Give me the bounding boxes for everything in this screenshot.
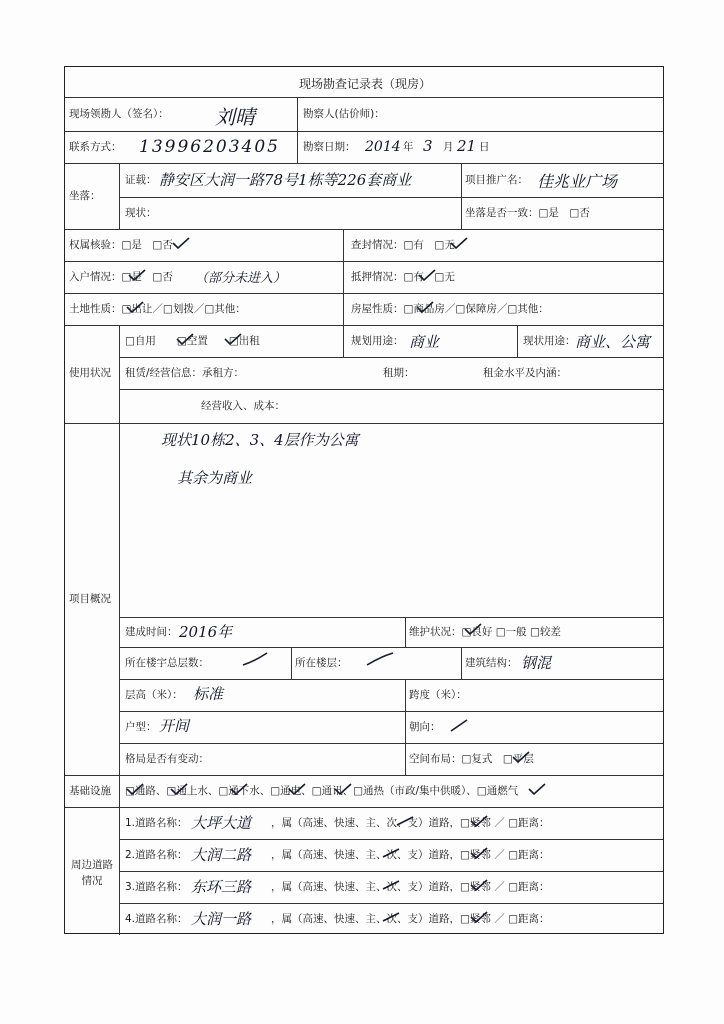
row-line (119, 711, 663, 712)
check-mark-icon (469, 815, 489, 827)
check-mark-icon (449, 237, 469, 249)
infrastructure-options: □通路、□通上水、□通下水、□通电、□通讯、□通热（市政/集中供暖）、□通燃气 (125, 785, 519, 797)
check-mark-icon (463, 623, 483, 635)
col-line (461, 163, 462, 229)
business-income-label: 经营收入、成本： (201, 400, 285, 412)
check-mark-icon (527, 783, 547, 795)
check-mark-icon (223, 333, 243, 345)
surrounding-roads-label: 周边道路情况 (71, 859, 113, 887)
project-name-value: 佳兆业广场 (537, 172, 618, 191)
lease-info-label: 租赁/经营信息：承租方： (125, 367, 245, 379)
built-time-label: 建成时间： (125, 626, 178, 638)
road-name-4-label: 4.道路名称： (125, 913, 188, 925)
overview-line-2: 其余为商业 (177, 469, 253, 487)
land-label: 土地性质：□出让／□划拨／□其他： (69, 303, 246, 315)
row-line (119, 743, 663, 744)
usage-status-label: 使用状况 (69, 367, 111, 379)
orientation-label: 朝向： (409, 721, 441, 733)
inspector-label: 勘察人(估价师)： (303, 108, 385, 120)
road-3-value: 东环三路 (191, 878, 252, 896)
row-line (65, 131, 663, 132)
col-line (343, 229, 344, 325)
actual-use-value: 商业、公寓 (575, 333, 651, 351)
col-line (291, 647, 292, 679)
road-type-mark-icon (381, 879, 401, 891)
location-label: 坐落： (69, 190, 101, 202)
spatial-layout-label: 空间布局：□复式 □平层 (409, 753, 534, 765)
maintenance-label: 维护状况：□良好 □一般 □较差 (409, 626, 561, 638)
house-label: 房屋性质：□商品房／□保障房／□其他： (351, 303, 549, 315)
structure-value: 钢混 (521, 654, 552, 672)
unit-type-label: 户型： (125, 721, 157, 733)
check-mark-icon (125, 301, 145, 313)
road-name-2-label: 2.道路名称： (125, 849, 188, 861)
check-mark-icon (287, 783, 307, 795)
infrastructure-label: 基础设施 (69, 785, 111, 797)
col-line (119, 775, 120, 807)
check-mark-icon (415, 301, 435, 313)
road-type-2: ，属（高速、快速、主、次、支）道路，□紧邻 ／ □距离： (271, 849, 550, 861)
road-name-3-label: 3.道路名称： (125, 881, 188, 893)
seizure-label: 查封情况：□有 □无 (351, 239, 455, 251)
slash-stroke-icon (365, 651, 395, 667)
row-line (65, 423, 663, 424)
actual-use-label: 现状用途： (523, 335, 576, 347)
col-line (517, 325, 518, 357)
unit-type-value: 开间 (159, 717, 190, 735)
day-label: 日 (479, 141, 490, 153)
col-line (119, 325, 120, 423)
row-line (119, 389, 663, 390)
structure-label: 建筑结构： (465, 657, 518, 669)
title-check-label: 权属核验：□是 □否 (69, 239, 173, 251)
span-label: 跨度（米）： (409, 689, 467, 701)
row-line (65, 293, 663, 294)
lead-inspector-label: 现场领勘人（签名）： (69, 108, 169, 120)
check-mark-icon (169, 783, 189, 795)
overview-line-1: 现状10栋2、3、4层作为公寓 (161, 431, 359, 449)
date-year: 2014 (365, 139, 401, 155)
row-line (119, 903, 663, 904)
row-line (119, 357, 663, 358)
road-type-mark-icon (395, 815, 415, 827)
row-line (65, 97, 663, 98)
check-mark-icon (469, 879, 489, 891)
rent-level-label: 租金水平及内涵： (483, 367, 567, 379)
check-mark-icon (127, 269, 147, 281)
row-line (65, 775, 663, 776)
col-line (405, 617, 406, 647)
road-type-3: ，属（高速、快速、主、次、支）道路，□紧邻 ／ □距离： (271, 881, 550, 893)
entry-note: （部分未进入） (195, 271, 287, 286)
lease-term-label: 租期： (383, 367, 415, 379)
check-mark-icon (229, 783, 249, 795)
row-line (119, 871, 663, 872)
floor-label: 所在楼层： (295, 657, 348, 669)
total-floors-label: 所在楼宇总层数： (125, 657, 209, 669)
lead-signature: 刘晴 (215, 105, 255, 129)
check-mark-icon (469, 911, 489, 923)
road-type-1: ，属（高速、快速、主、次、支）道路，□紧邻 ／ □距离： (271, 817, 550, 829)
planned-use-label: 规划用途： (351, 335, 404, 347)
row-line (65, 807, 663, 808)
date-day: 21 (457, 137, 477, 155)
col-line (461, 647, 462, 679)
check-mark-icon (511, 751, 531, 763)
survey-form (64, 66, 664, 934)
row-line (65, 229, 663, 230)
check-mark-icon (171, 237, 191, 249)
check-mark-icon (469, 847, 489, 859)
col-line (119, 423, 120, 775)
slash-stroke-icon (449, 717, 469, 733)
row-line (119, 839, 663, 840)
road-name-1-label: 1.道路名称： (125, 817, 188, 829)
road-2-value: 大润二路 (191, 846, 252, 864)
contact-label: 联系方式： (69, 141, 122, 153)
road-type-4: ，属（高速、快速、主、次、支）道路，□紧邻 ／ □距离： (271, 913, 550, 925)
current-label: 现状： (125, 207, 157, 219)
date-month: 3 (423, 137, 433, 155)
project-overview-label: 项目概况 (69, 593, 111, 605)
certificate-label: 证载： (125, 174, 157, 186)
certificate-address: 静安区大润一路78号1栋等226套商业 (159, 171, 412, 189)
slash-stroke-icon (241, 651, 269, 667)
road-4-value: 大润一路 (191, 910, 252, 928)
col-line (343, 325, 344, 357)
built-time-value: 2016年 (179, 623, 233, 641)
road-type-mark-icon (381, 911, 401, 923)
col-line (405, 679, 406, 775)
mortgage-label: 抵押情况：□有 □无 (351, 271, 455, 283)
check-mark-icon (333, 783, 353, 795)
survey-date-label: 勘察日期： (303, 141, 356, 153)
check-mark-icon (175, 333, 195, 345)
location-consistent-label: 坐落是否一致：□是 □否 (465, 207, 590, 219)
road-type-mark-icon (381, 847, 401, 859)
row-line (119, 617, 663, 618)
planned-use-value: 商业 (409, 333, 440, 351)
col-line (119, 807, 120, 935)
usage-options: □自用 □空置 □出租 (125, 335, 260, 347)
row-line (65, 163, 663, 164)
row-line (119, 647, 663, 648)
form-title: 现场勘查记录表（现房） (298, 77, 431, 91)
row-line (119, 197, 663, 198)
layout-change-label: 格局是否有变动： (125, 753, 209, 765)
check-mark-icon (125, 783, 145, 795)
project-name-label: 项目推广名： (465, 174, 528, 186)
entry-label: 入户情况：□是 □否 (69, 271, 173, 283)
storey-height-label: 层高（米）： (125, 689, 183, 701)
row-line (119, 679, 663, 680)
check-mark-icon (417, 269, 437, 281)
month-label: 月 (443, 141, 454, 153)
col-line (297, 97, 298, 163)
col-line (119, 163, 120, 229)
storey-height-value: 标准 (193, 685, 224, 703)
row-line (65, 325, 663, 326)
row-line (65, 261, 663, 262)
phone-number: 13996203405 (139, 137, 280, 157)
year-label: 年 (403, 141, 414, 153)
road-1-value: 大坪大道 (191, 814, 252, 832)
